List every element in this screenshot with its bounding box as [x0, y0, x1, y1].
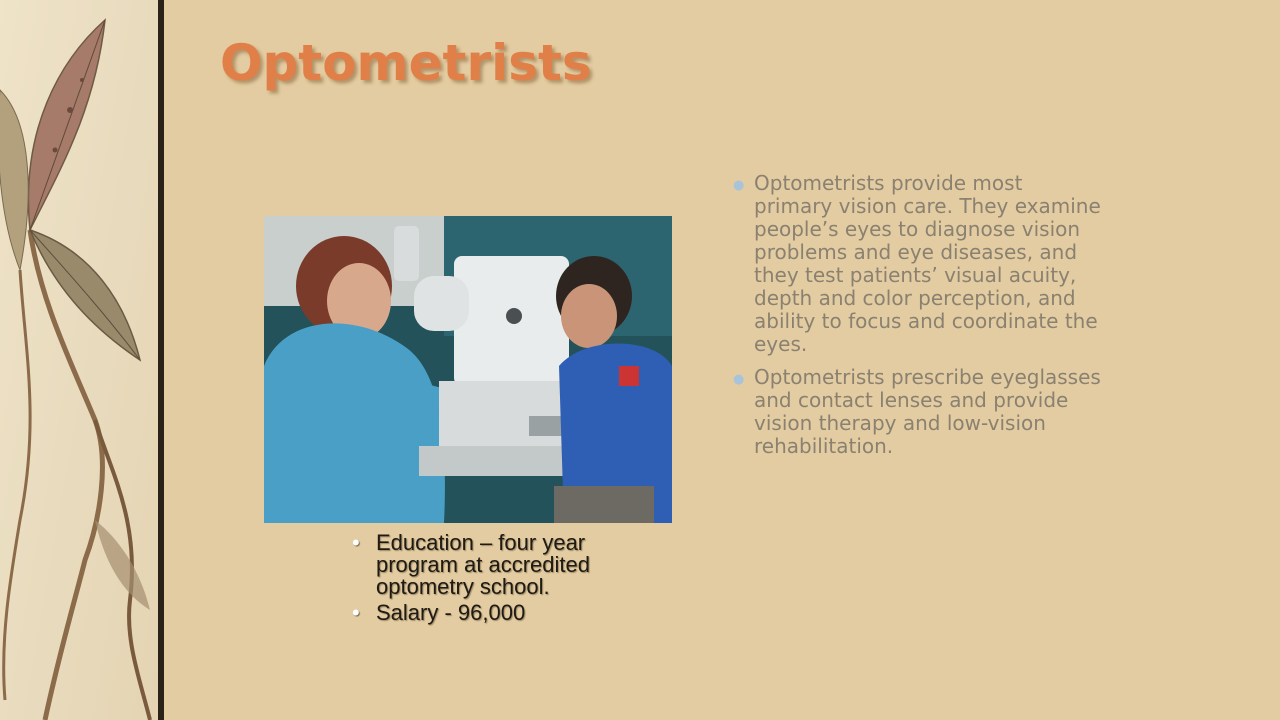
bullet-icon: ●	[733, 178, 745, 193]
leaf-branch-icon	[0, 0, 158, 720]
education-salary-list	[346, 528, 646, 624]
optometry-exam-photo	[264, 216, 672, 523]
prescription-text: Optometrists prescribe eyeglasses and contact lenses and provide vision therapy and low-vision rehabilitation.	[754, 365, 1101, 458]
list-item	[733, 366, 1105, 458]
decorative-leaf-panel	[0, 0, 158, 720]
list-item	[733, 172, 1105, 356]
list-item	[346, 532, 646, 598]
description-text: Optometrists provide most primary vision care. They examine people’s eyes to diagnose vision problems and eye diseases, and they test patients’ visual acuity, depth and color perception, and ability to focus and coordinate the eyes.	[754, 171, 1101, 356]
education-text: Education – four year program at accredited optometry school.	[376, 530, 590, 599]
bullet-icon: •	[352, 600, 360, 625]
list-item	[346, 602, 646, 624]
vertical-divider	[158, 0, 164, 720]
bullet-icon: •	[352, 530, 360, 555]
salary-text: Salary - 96,000	[376, 600, 526, 625]
bullet-icon: ●	[733, 372, 745, 387]
slide-title: Optometrists	[220, 34, 592, 92]
description-list	[733, 172, 1105, 468]
